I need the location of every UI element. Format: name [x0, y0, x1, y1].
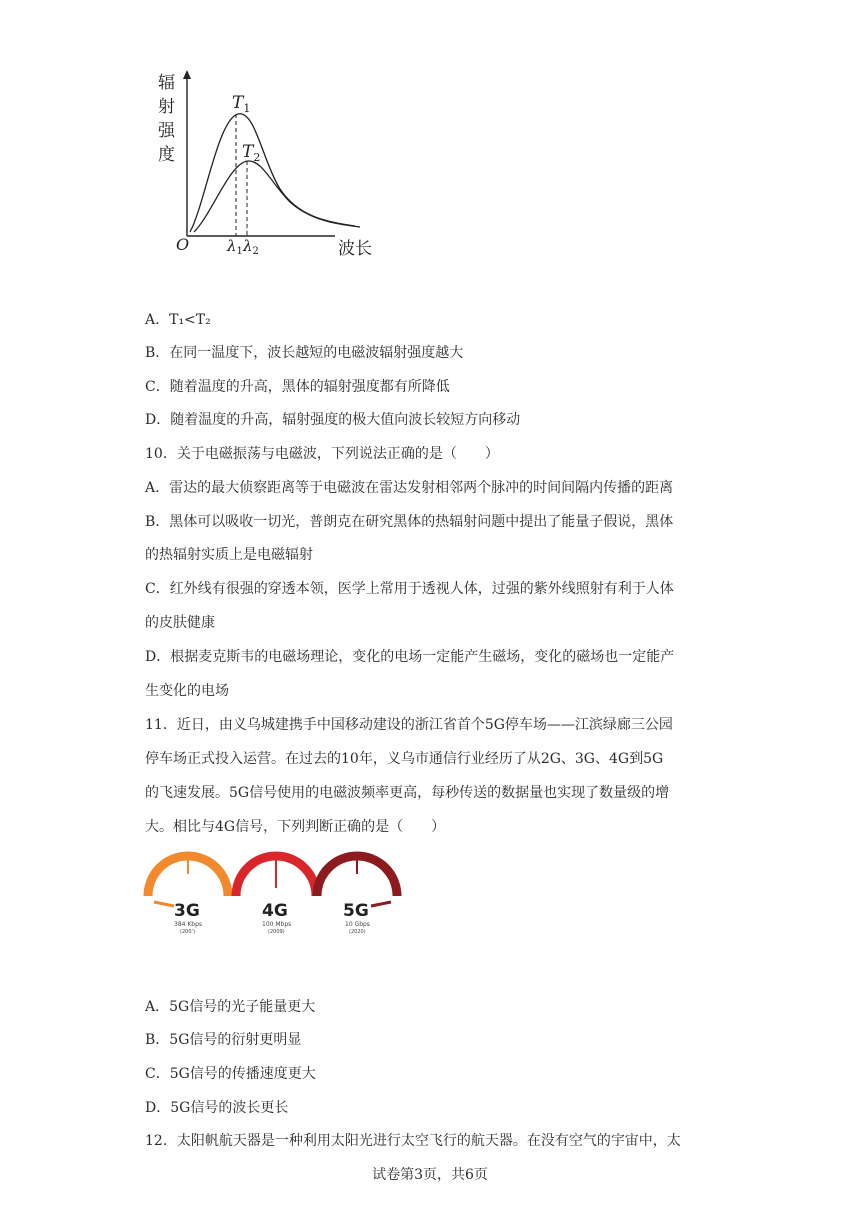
- curve-t2: [194, 161, 360, 232]
- q11-option-b: B．5G信号的衍射更明显: [145, 1032, 302, 1048]
- network-speed-gauges: [143, 848, 408, 948]
- gauge-4g-year: (2009): [268, 929, 285, 935]
- q11-stem-4: 大。相比与4G信号，下列判断正确的是（ ）: [145, 819, 446, 835]
- gauge-5g-speed: 10 Gbps: [345, 921, 370, 928]
- q11-stem-2: 停车场正式投入运营。在过去的10年，义乌市通信行业经历了从2G、3G、4G到5G: [145, 751, 664, 767]
- gauge-3g-year: (200’): [180, 929, 196, 935]
- q11-option-a: A．5G信号的光子能量更大: [145, 999, 316, 1015]
- curve-t1: [190, 114, 355, 232]
- gauge-4g-speed: 100 Mbps: [262, 921, 292, 928]
- q11-stem-1: 11．近日，由义乌城建携手中国移动建设的浙江省首个5G停车场——江滨绿廊三公园: [145, 717, 673, 733]
- gauge-5g-label: 5G: [343, 901, 369, 921]
- q10-option-c-cont: 的皮肤健康: [145, 615, 215, 631]
- q9-option-a: A．T₁<T₂: [145, 312, 211, 328]
- x-axis-label: 波长: [338, 239, 372, 259]
- q11-stem-3: 的飞速发展。5G信号使用的电磁波频率更高，每秒传送的数据量也实现了数量级的增: [145, 785, 670, 801]
- gauge-3g-label: 3G: [174, 901, 200, 921]
- q11-option-c: C．5G信号的传播速度更大: [145, 1066, 316, 1082]
- gauge-4g-label: 4G: [262, 901, 288, 921]
- gauge-5g-year: (2020): [349, 929, 366, 935]
- y-axis-label-2: 射: [158, 97, 175, 117]
- gauge-5g: [317, 856, 397, 935]
- blackbody-radiation-graph: [150, 64, 390, 264]
- q10-option-d: D．根据麦克斯韦的电磁场理论，变化的电场一定能产生磁场，变化的磁场也一定能产: [145, 649, 675, 665]
- q9-option-d: D．随着温度的升高，辐射强度的极大值向波长较短方向移动: [145, 412, 521, 428]
- q10-stem: 10．关于电磁振荡与电磁波，下列说法正确的是（ ）: [145, 446, 499, 462]
- q10-option-d-cont: 生变化的电场: [145, 683, 229, 699]
- gauge-4g: [236, 856, 316, 935]
- y-axis-label-4: 度: [158, 145, 175, 165]
- origin-label: O: [176, 235, 190, 254]
- page-footer: 试卷第3页，共6页: [372, 1167, 488, 1183]
- lambda2-label: $\lambda_2$: [243, 237, 259, 257]
- lambda1-label: $\lambda_1$: [227, 237, 243, 257]
- q10-option-a: A．雷达的最大侦察距离等于电磁波在雷达发射相邻两个脉冲的时间间隔内传播的距离: [145, 480, 674, 496]
- q9-option-c: C．随着温度的升高，黑体的辐射强度都有所降低: [145, 379, 450, 395]
- q11-option-d: D．5G信号的波长更长: [145, 1100, 289, 1116]
- q10-option-b-cont: 的热辐射实质上是电磁辐射: [145, 547, 313, 563]
- gauge-3g: [148, 856, 228, 935]
- curve-t2-label: $T_2$: [242, 142, 261, 164]
- q10-option-b: B．黑体可以吸收一切光，普朗克在研究黑体的热辐射问题中提出了能量子假说，黑体: [145, 514, 674, 530]
- q12-stem: 12．太阳帆航天器是一种利用太阳光进行太空飞行的航天器。在没有空气的宇宙中，太: [145, 1133, 681, 1149]
- curve-t1-label: $T_1$: [232, 93, 251, 115]
- q10-option-c: C．红外线有很强的穿透本领，医学上常用于透视人体，过强的紫外线照射有利于人体: [145, 581, 674, 597]
- gauge-3g-speed: 384 Kbps: [174, 921, 203, 928]
- y-axis-arrow-icon: [183, 70, 191, 79]
- q9-option-b: B．在同一温度下，波长越短的电磁波辐射强度越大: [145, 345, 464, 361]
- y-axis-label-1: 辐: [158, 73, 175, 93]
- y-axis-label-3: 强: [158, 121, 175, 141]
